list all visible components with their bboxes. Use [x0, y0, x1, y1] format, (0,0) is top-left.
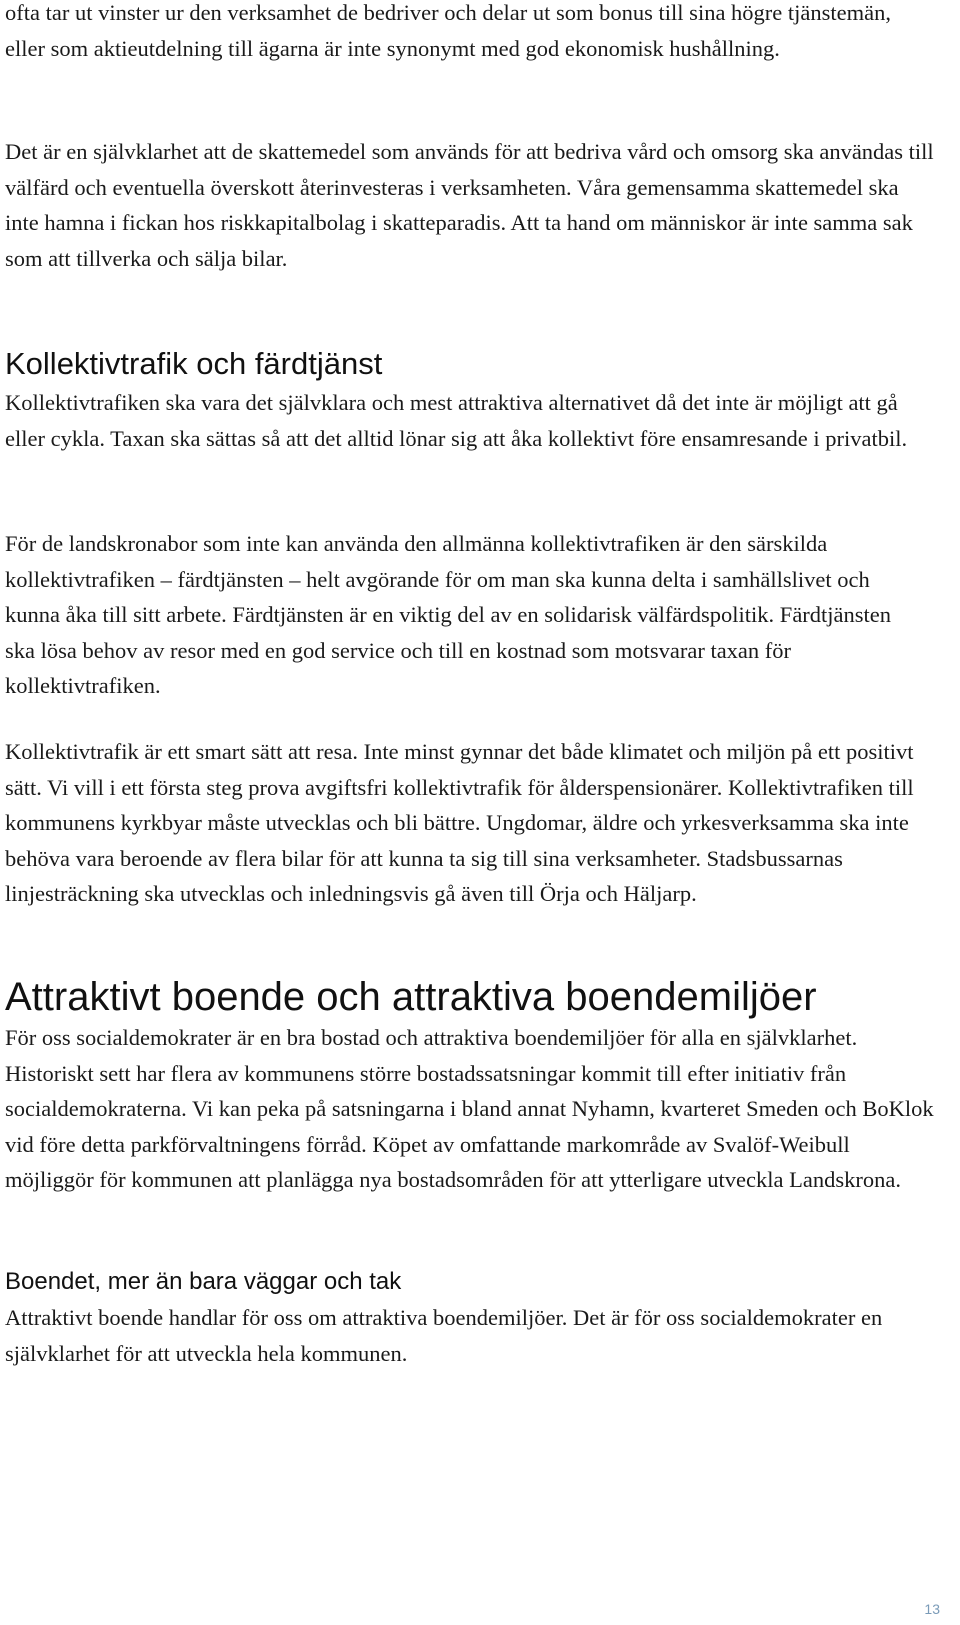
housing-sub-paragraph: Attraktivt boende handlar för oss om attraktiva boendemiljöer. Det är för oss socialdemokrater en självklarhet för att utveckla hela kommunen.: [5, 1305, 883, 1366]
welfare-paragraph: Det är en självklarhet att de skattemedel som används för att bedriva vård och omsorg ska användas till välfärd och eventuella överskott återinvesteras i verksamheten. Våra gemensamma skattemedel ska inte hamna i fickan hos riskkapitalbolag i skatteparadis. Att ta hand om människor är inte samma sak som att tillverka och sälja bilar.: [5, 139, 934, 271]
section-heading-transport: Kollektivtrafik och färdtjänst: [5, 346, 383, 381]
subheading-housing: Boendet, mer än bara väggar och tak: [5, 1268, 402, 1295]
transport-paragraph-3: Kollektivtrafik är ett smart sätt att resa. Inte minst gynnar det både klimatet och miljön på ett positivt sätt. Vi vill i ett första steg prova avgiftsfri kollektivtrafik för ålderspensionärer. Kollektivtrafiken till kommunens kyrkbyar måste utvecklas och bli bättre. Ungdomar, äldre och yrkesverksamma ska inte behöva vara beroende av flera bilar för att kunna ta sig till sina verksamheter. Stadsbussarnas linjesträckning ska utvecklas och inledningsvis gå även till Örja och Häljarp.: [5, 739, 914, 906]
page-number: 13: [924, 1601, 940, 1617]
section-heading-housing: Attraktivt boende och attraktiva boendemiljöer: [5, 975, 817, 1019]
intro-paragraph: ofta tar ut vinster ur den verksamhet de bedriver och delar ut som bonus till sina högre tjänstemän, eller som aktieutdelning till ägarna är inte synonymt med god ekonomisk hushållning.: [5, 0, 892, 61]
housing-paragraph: För oss socialdemokrater är en bra bostad och attraktiva boendemiljöer för alla en självklarhet. Historiskt sett har flera av kommunens större bostadssatsningar kommit till efter initiativ från socialdemokraterna. Vi kan peka på satsningarna i bland annat Nyhamn, kvarteret Smeden och BoKlok vid före detta parkförvaltningens förråd. Köpet av omfattande markområde av Svalöf-Weibull möjliggör för kommunen att planlägga nya bostadsområden för att ytterligare utveckla Landskrona.: [5, 1025, 934, 1192]
transport-paragraph-1: Kollektivtrafiken ska vara det självklara och mest attraktiva alternativet då det inte är möjligt att gå eller cykla. Taxan ska sättas så att det alltid lönar sig att åka kollektivt före ensamresande i privatbil.: [5, 390, 908, 451]
transport-paragraph-2: För de landskronabor som inte kan använda den allmänna kollektivtrafiken är den särskilda kollektivtrafiken – färdtjänsten – helt avgörande för om man ska kunna delta i samhällslivet och kunna åka till sitt arbete. Färdtjänsten är en viktig del av en solidarisk välfärdspolitik. Färdtjänsten ska lösa behov av resor med en god service och till en kostnad som motsvarar taxan för kollektivtrafiken.: [5, 531, 892, 698]
